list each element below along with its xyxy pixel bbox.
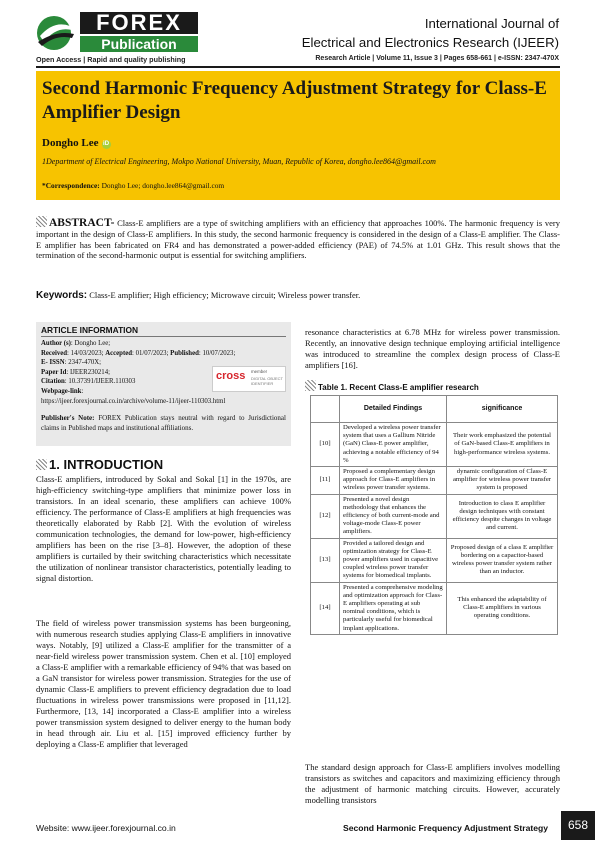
keywords-label: Keywords: bbox=[36, 290, 88, 301]
correspondence-label: *Correspondence: bbox=[42, 181, 100, 190]
logo-wordmark-bottom: Publication bbox=[80, 36, 198, 52]
publisher-note-text: FOREX Publication stays neutral with regard to Jurisdictional claims in Published maps and institutional affiliations. bbox=[41, 414, 286, 432]
crossref-logo: cross bbox=[216, 370, 246, 382]
article-info-divider bbox=[41, 336, 286, 337]
section-marker-icon bbox=[305, 380, 316, 391]
correspondence-text: Dongho Lee; dongho.lee864@gmail.com bbox=[99, 181, 225, 190]
article-url[interactable]: https://ijeer.forexjournal.co.in/archive/volume-11/ijeer-110303.html bbox=[41, 397, 226, 405]
accepted-label: Accepted bbox=[105, 349, 133, 357]
webpage-value: : bbox=[81, 387, 84, 395]
intro-paragraph-1: Class-E amplifiers, introduced by Sokal and Sokal [1] in the 1970s, are high-efficiency switching-type amplifiers that minimize power loss in transistors. In an ideal scenario, these amplifiers can achieve 100% efficiency. The performance of Class-E amplifiers at high frequencies was theoretically elaborated by Rabb [2]. With the evolution of wireless communication technologies, the demand for low-power, high-efficiency amplifiers has been on the rise [3–8]. However, the adoption of these amplifiers is curtailed by their switching characteristics which necessitate the utilization of nonlinear transistor characteristics, potentially leading to signal distortion. bbox=[36, 474, 291, 583]
eissn-label: E- ISSN bbox=[41, 359, 65, 367]
table-cell-findings: Developed a wireless power transfer system that uses a Gallium Nitride (GaN) Class-E power amplifier, achieving a notable efficiency of 94 % bbox=[340, 423, 447, 467]
table-cell-ref: [11] bbox=[311, 467, 340, 495]
orcid-icon[interactable]: iD bbox=[103, 141, 110, 147]
table-row bbox=[311, 494, 558, 538]
correspondence bbox=[42, 181, 224, 190]
table-cell-significance: Proposed design of a class E amplifier bordering on a capacitor-based wireless power transfer system rather than an inductor. bbox=[447, 538, 558, 582]
section-marker-icon bbox=[36, 459, 47, 470]
crossref-badge[interactable] bbox=[212, 366, 286, 392]
keywords bbox=[36, 290, 560, 301]
footer-running-title: Second Harmonic Frequency Adjustment Strategy bbox=[343, 823, 549, 833]
author-line bbox=[42, 137, 111, 149]
table-cell-significance: dynamic configuration of Class-E amplifier for wireless power transfer system is proposed bbox=[447, 467, 558, 495]
crossref-member: member bbox=[251, 369, 268, 374]
table-header-significance: significance bbox=[447, 396, 558, 423]
table-cell-ref: [10] bbox=[311, 423, 340, 467]
accepted-value: : 01/07/2023; bbox=[132, 349, 169, 357]
table-cell-findings: Provided a tailored design and optimization strategy for Class-E power amplifiers used in capacitive coupled wireless power transfer systems for biomedical implants. bbox=[340, 538, 447, 582]
table-cell-ref: [12] bbox=[311, 494, 340, 538]
intro-paragraph-2: The field of wireless power transmission systems has been burgeoning, with numerous research studies applying Class-E amplifiers in innovative ways. Notably, [9] utilized a Class-E amplifier for the transmitter of a near-field wireless power transmission system. Chen et al. [10] employed a Class-E amplifier with a remarkable efficiency of 94% that was based on a GaN transistor for wireless power transmission. Strategies for the use of dynamic Class-E amplifiers to prevent efficiency degradation due to load fluctuations in wireless power transmissions were proposed in [11,12]. Furthermore, [13, 14] incorporated a Class-E amplifier into a wireless power transmission system designed to deliver energy to the human body in head through air. Liu et al. [15] improved efficiency further by deploying a Class-E amplifier that leveraged bbox=[36, 618, 291, 749]
intro-paragraph-right-1: resonance characteristics at 6.78 MHz for wireless power transmission. Recently, an innovative design technique employing artificial intelligence was introduced to streamline the complex design process of Class-E amplifiers [16]. bbox=[305, 327, 560, 370]
table-cell-ref: [14] bbox=[311, 582, 340, 634]
keywords-text: Class-E amplifier; High efficiency; Microwave circuit; Wireless power transfer. bbox=[87, 290, 361, 300]
paperid-label: Paper Id bbox=[41, 368, 67, 376]
table-caption bbox=[305, 380, 479, 392]
logo-wordmark-top: FOREX bbox=[80, 12, 198, 34]
journal-title-line1: International Journal of bbox=[424, 16, 559, 31]
article-information-box bbox=[36, 322, 291, 446]
table-cell-findings: Presented a comprehensive modeling and optimization approach for Class-E amplifiers operating at sub nominal conditions, which is particularly useful for biomedical implant applications. bbox=[340, 582, 447, 634]
research-table bbox=[310, 395, 558, 635]
article-info-title: ARTICLE INFORMATION bbox=[41, 325, 139, 335]
author-label: Author (s) bbox=[41, 340, 71, 347]
table-cell-findings: Proposed a complementary design approach for Class-E amplifiers in wireless power transfer systems. bbox=[340, 467, 447, 495]
section-marker-icon bbox=[36, 216, 47, 227]
abstract-heading: ABSTRACT- bbox=[49, 217, 115, 229]
webpage-label: Webpage-link bbox=[41, 387, 82, 395]
citation-label: Citation bbox=[41, 378, 65, 386]
eissn-value: : 2347-470X; bbox=[64, 359, 102, 367]
table-cell-significance: This enhanced the adaptability of Class-E amplifiers in various operating conditions. bbox=[447, 582, 558, 634]
paper-title: Second Harmonic Frequency Adjustment Strategy for Class-E Amplifier Design bbox=[42, 78, 547, 123]
table-row bbox=[311, 538, 558, 582]
citation-value[interactable]: : 10.37391/IJEER.110303 bbox=[64, 378, 136, 386]
publisher-tagline: Open Access | Rapid and quality publishing bbox=[36, 55, 186, 64]
title-block bbox=[36, 71, 560, 200]
abstract bbox=[36, 216, 560, 261]
table-cell-significance: Their work emphasized the potential of GaN-based Class-E amplifiers in high-performance wireless systems. bbox=[447, 423, 558, 467]
journal-title bbox=[302, 14, 559, 52]
journal-title-line2: Electrical and Electronics Research (IJEER) bbox=[301, 35, 559, 50]
table-caption-text: Table 1. Recent Class-E amplifier research bbox=[318, 383, 479, 392]
intro-paragraph-right-2: The standard design approach for Class-E amplifiers involves modelling transistors as switches and capacitors and maximizing efficiency through the adjustment of harmonic matching circuits. However, accurately modelling transistors bbox=[305, 762, 560, 805]
table-cell-findings: Presented a novel design methodology that enhances the efficiency of both current-mode and voltage-mode Class-E power amplifiers. bbox=[340, 494, 447, 538]
introduction-heading bbox=[36, 457, 163, 472]
journal-logo bbox=[34, 12, 200, 52]
table-header-ref bbox=[311, 396, 340, 423]
published-value: : 10/07/2023; bbox=[198, 349, 236, 357]
crossref-sub: DIGITAL OBJECT IDENTIFIER bbox=[251, 376, 283, 386]
author-value: : Dongho Lee; bbox=[70, 340, 111, 347]
publisher-note bbox=[41, 414, 286, 433]
publisher-note-label: Publisher's Note: bbox=[41, 414, 95, 422]
affiliation: 1Department of Electrical Engineering, Mokpo National University, Muan, Republic of Korea, dongho.lee864@gmail.com bbox=[42, 157, 436, 166]
journal-meta: Research Article | Volume 11, Issue 3 | Pages 658-661 | e-ISSN: 2347-470X bbox=[315, 55, 559, 62]
paperid-value: : IJEER230214; bbox=[66, 368, 110, 376]
published-label: Published bbox=[170, 349, 199, 357]
author-name: Dongho Lee bbox=[42, 137, 99, 149]
table-header-findings: Detailed Findings bbox=[340, 396, 447, 423]
globe-logo-icon bbox=[34, 12, 76, 52]
received-value: : 14/03/2023; bbox=[67, 349, 104, 357]
table-row bbox=[311, 582, 558, 634]
abstract-text: Class-E amplifiers are a type of switching amplifiers with an efficiency that approaches 100%. The harmonic frequency is very important in the design of Class-E amplifiers. In this study, the second harmonic frequency is considered in the design of a Class-E amplifier. The Class-E amplifier has been fabricated on FR4 and has demonstrated a power-added efficiency (PAE) of 74.5% at 1.01 GHz. This result shows that the termination of the second-harmonic output is essential for switching amplifiers. bbox=[36, 218, 560, 261]
received-label: Received bbox=[41, 349, 68, 357]
introduction-heading-text: 1. INTRODUCTION bbox=[49, 457, 164, 472]
header-divider bbox=[36, 66, 560, 68]
table-row bbox=[311, 467, 558, 495]
table-row bbox=[311, 423, 558, 467]
table-header-row bbox=[311, 396, 558, 423]
table-cell-significance: Introduction to class E amplifier design techniques with constant efficiency despite changes in voltage and current. bbox=[447, 494, 558, 538]
page-number: 658 bbox=[561, 811, 595, 840]
table-cell-ref: [13] bbox=[311, 538, 340, 582]
footer-website[interactable]: Website: www.ijeer.forexjournal.co.in bbox=[36, 823, 176, 833]
